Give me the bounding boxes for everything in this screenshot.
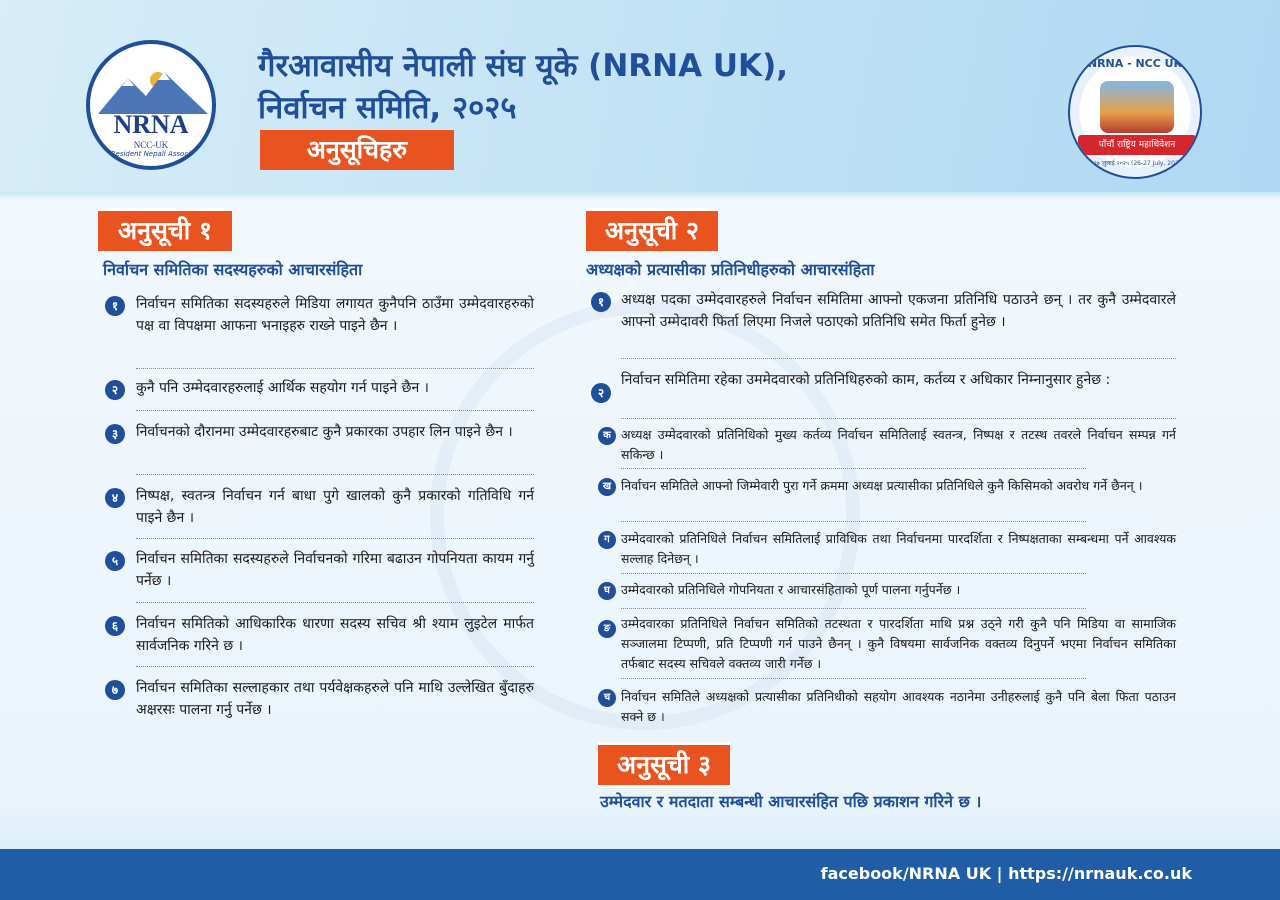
divider: [621, 608, 1086, 609]
schedule3-note: उम्मेदवार र मतदाता सम्बन्धी आचारसंहित पछि प्रकाशन गरिने छ ।: [600, 792, 982, 811]
schedule1-tag: अनुसूची १: [98, 208, 232, 251]
divider: [136, 474, 534, 475]
schedule1-item: निर्वाचन समितिका सदस्यहरुले मिडिया लगायत कुनैपनि ठाउँमा उम्मेदवारहरुको पक्ष वा विपक्षमा आफना भनाइहरु राख्ने पाइने छैन ।: [136, 296, 534, 334]
logo-sub: NCC-UK: [133, 140, 169, 150]
schedule1-item-number: १: [105, 296, 125, 316]
schedule1-item: निर्वाचन समितिका सल्लाहकार तथा पर्यवेक्षकहरुले पनि माथि उल्लेखित बुँदाहरु अक्षरसः पालना गर्नु पर्नेछ ।: [136, 680, 534, 718]
divider: [136, 538, 534, 539]
footer: [0, 849, 1280, 900]
divider: [621, 468, 1086, 469]
schedule1-item-number: ७: [105, 680, 125, 700]
landmark-emblem-icon: [1100, 81, 1174, 133]
schedule1-item: निष्पक्ष, स्वतन्त्र निर्वाचन गर्न बाधा पुगे खालको कुनै प्रकारको गतिविधि गर्न पाइने छैन ।: [136, 488, 534, 526]
page-title-line2: निर्वाचन समिति, २०२५: [258, 90, 517, 126]
schedule2-tag: अनुसूची २: [586, 208, 718, 251]
schedule2-item: अध्यक्ष पदका उम्मेदवारहरुले निर्वाचन समितिमा आफ्नो एकजना प्रतिनिधि पठाउने छन् । तर कुनै उम्मेदवारले आफ्नो उम्मेदावरी फिर्ता लिएमा निजले पठाएको प्रतिनिधि समेत फिर्ता हुनेछ ।: [621, 292, 1176, 330]
schedule2-item-number: १: [591, 292, 611, 312]
schedule1-item-number: ३: [105, 424, 125, 444]
schedule3-tag: अनुसूची ३: [598, 742, 730, 785]
page-title-line1: गैरआवासीय नेपाली संघ यूके (NRNA UK),: [258, 48, 789, 84]
schedule2-subitem: अध्यक्ष उम्मेदवारको प्रतिनिधिको मुख्य कर्तव्य निर्वाचन समितिलाई स्वतन्त्र, निष्पक्ष र तटस्थ तवरले निर्वाचन सम्पन्न गर्न सकिन्छ ।: [621, 427, 1176, 462]
schedule2-item: निर्वाचन समितिमा रहेका उममेदवारको प्रतिनिधिहरुको काम, कर्तव्य र अधिकार निम्नानुसार हुनेछ :: [621, 372, 1111, 388]
divider: [136, 666, 534, 667]
schedule2-subtitle: अध्यक्षको प्रत्यासीका प्रतिनिधीहरुको आचारसंहिता: [586, 260, 875, 279]
divider: [621, 358, 1176, 359]
schedules-tag: अनुसूचिहरु: [260, 130, 454, 170]
divider: [621, 573, 1086, 574]
schedule2-subitem-letter: ख: [598, 478, 616, 496]
mountain-icon: [98, 66, 208, 116]
divider: [136, 410, 534, 411]
schedule1-item-number: २: [105, 380, 125, 400]
schedule2-subitem-letter: घ: [598, 582, 616, 600]
schedule2-item-number: २: [591, 383, 611, 403]
schedule2-subitem-letter: च: [598, 689, 616, 707]
schedule1-item: कुनै पनि उम्मेदवारहरुलाई आर्थिक सहयोग गर्न पाइने छैन ।: [136, 380, 429, 396]
divider: [621, 521, 1086, 522]
schedule2-subitem-letter: ङ: [598, 620, 616, 638]
header: [0, 0, 1280, 192]
convention-logo: [1068, 45, 1202, 179]
schedule1-item: निर्वाचन समितिको आधिकारिक धारणा सदस्य सचिव श्री श्याम लुइटेल मार्फत सार्वजनिक गरिने छ ।: [136, 616, 534, 654]
schedule1-subtitle: निर्वाचन समितिका सदस्यहरुको आचारसंहिता: [103, 260, 363, 279]
schedule2-subitem-letter: क: [598, 427, 616, 445]
schedule2-subitem: उम्मेदवारको प्रतिनिधिले निर्वाचन समितिलाई प्राविधिक तथा निर्वाचनमा पारदर्शिता र निष्पक्षताका सम्बन्धमा पर्ने आवश्यक सल्लाह दिनेछन् ।: [621, 531, 1176, 566]
convention-ribbon: पाँचौं राष्ट्रिय महाधिवेशन: [1078, 135, 1196, 155]
schedule2-subitem: उम्मेदवारको प्रतिनिधिले गोपनियता र आचारसंहिताको पूर्ण पालना गर्नुपर्नेछ ।: [621, 582, 961, 597]
divider: [136, 368, 534, 369]
footer-links: facebook/NRNA UK | https://nrnauk.co.uk: [820, 864, 1192, 883]
schedule2-subitem-letter: ग: [598, 531, 616, 549]
divider: [621, 678, 1086, 679]
schedule1-item: निर्वाचन समितिका सदस्यहरुले निर्वाचनको गरिमा बढाउन गोपनियता कायम गर्नु पर्नेछ ।: [136, 551, 534, 589]
schedule2-subitem: निर्वाचन समितिले अध्यक्षको प्रत्यासीका प्रतिनिधीको सहयोग आवश्यक नठानेमा उनीहरुलाई कुनै पनि बेला फिता पठाउन सक्ने छ ।: [621, 689, 1176, 724]
convention-logo-title: NRNA - NCC UK: [1087, 57, 1183, 70]
logo-arc-text: Non-Resident Nepali Association: [94, 150, 208, 158]
schedule1-item: निर्वाचनको दौरानमा उम्मेदवारहरुबाट कुनै प्रकारका उपहार लिन पाइने छैन ।: [136, 424, 513, 440]
schedule1-item-number: ५: [105, 551, 125, 571]
schedule2-subitem: उम्मेदवारका प्रतिनिधिले निर्वाचन समितिको तटस्थता र पारदर्शिता माथि प्रश्न उठ्ने गरी कुनै पनि मिडिया वा सामाजिक सञ्जालमा टिप्पणी, प्रति टिप्पणी गर्न पाउने छैनन् । कुनै विषयमा सार्वजनिक वक्तव्य दिनुपर्ने भएमा निर्वाचन समितिका तर्फबाट सदस्य सचिवले वक्तव्य जारी गर्नेछ ।: [621, 616, 1176, 671]
schedule1-item-number: ४: [105, 488, 125, 508]
divider: [621, 418, 1176, 419]
schedule2-subitem: निर्वाचन समितिले आफ्नो जिम्मेवारी पुरा गर्ने क्रममा अध्यक्ष प्रत्यासीका प्रतिनिधिले कुनै किसिमको अवरोध गर्ने छैनन् ।: [621, 478, 1143, 493]
nrna-logo: [86, 40, 216, 170]
logo-wordmark: NRNA: [113, 110, 189, 139]
divider: [136, 602, 534, 603]
convention-dates: २६-२७ जुलाई २०२५ (26-27 July, 2025): [1085, 160, 1185, 167]
schedule1-item-number: ६: [105, 616, 125, 636]
